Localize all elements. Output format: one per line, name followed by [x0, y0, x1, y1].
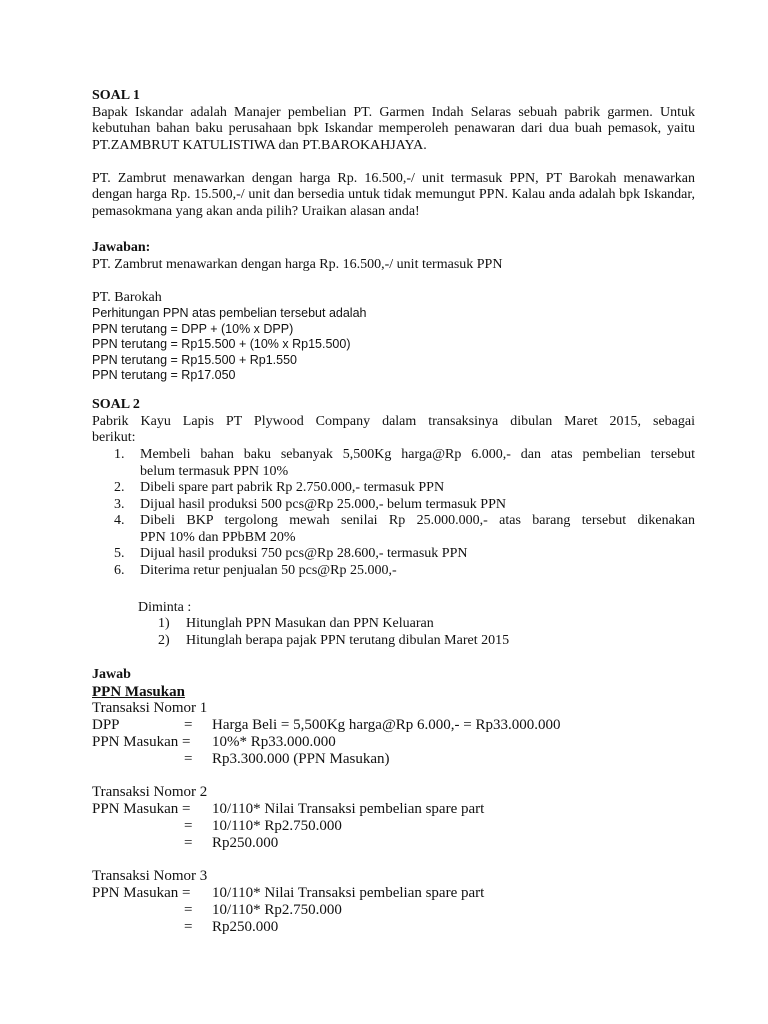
jawaban1-barokah: PT. Barokah [92, 289, 162, 305]
list-item [114, 513, 695, 546]
transaksi-1 [92, 700, 695, 768]
list-number: 4. [114, 513, 125, 528]
list-number: 2) [158, 632, 170, 648]
list-item [114, 480, 695, 497]
list-text: Hitunglah berapa pajak PPN terutang dibulan Maret 2015 [186, 632, 510, 648]
calc-value: Rp250.000 [212, 835, 279, 851]
calc-row [92, 919, 695, 936]
jawab2-section [92, 667, 695, 700]
calc-row [92, 751, 695, 768]
calc-eq: = [184, 818, 193, 834]
soal1-heading: SOAL 1 [92, 88, 140, 103]
list-text: Diterima retur penjualan 50 pcs@Rp 25.000,- [140, 562, 397, 578]
diminta-label: Diminta : [138, 600, 192, 615]
list-text: belum termasuk PPN 10% [140, 463, 289, 479]
calc-value: 10%* Rp33.000.000 [212, 734, 336, 750]
soal1-section [92, 88, 695, 220]
calc-eq: = [184, 919, 193, 935]
soal2-intro-line-2: berikut: [92, 430, 136, 445]
list-item [158, 633, 509, 650]
calc-eq: = [184, 751, 193, 767]
soal2-list [114, 447, 695, 579]
soal1-paragraph-2: PT. Zambrut menawarkan dengan harga Rp. 16.500,-/ unit termasuk PPN, PT Barokah menawarkan dengan harga Rp. 15.500,-/ unit dan bersedia untuk tidak memungut PPN. Kalau anda adalah bpk Iskandar, pemasokmana yang akan anda pilih? Uraikan alasan anda! [92, 170, 695, 219]
calc-term [92, 902, 184, 919]
list-text: Dijual hasil produksi 500 pcs@Rp 25.000,- belum termasuk PPN [140, 496, 506, 512]
calc-row [92, 801, 695, 818]
diminta-list [158, 616, 509, 649]
list-item [158, 616, 509, 633]
soal2-intro-line-1: Pabrik Kayu Lapis PT Plywood Company dalam transaksinya dibulan Maret 2015, sebagai [92, 413, 695, 429]
calc-term [92, 818, 184, 835]
jawaban1-label: Jawaban: [92, 240, 151, 255]
list-number: 2. [114, 480, 125, 495]
list-text: Dibeli spare part pabrik Rp 2.750.000,- termasuk PPN [140, 480, 445, 495]
calc-row [92, 734, 695, 751]
calc-value: 10/110* Nilai Transaksi pembelian spare part [212, 885, 485, 901]
calc-term [92, 919, 184, 936]
soal2-section [92, 397, 695, 447]
list-number: 1) [158, 616, 170, 631]
calc-value: Rp250.000 [212, 919, 279, 935]
calc-value: 10/110* Nilai Transaksi pembelian spare part [212, 801, 485, 817]
jawaban1-section [92, 240, 695, 384]
calc-value: 10/110* Rp2.750.000 [212, 902, 342, 918]
calc-term: PPN Masukan = [92, 734, 191, 750]
list-text: Dijual hasil produksi 750 pcs@Rp 28.600,- termasuk PPN [140, 546, 468, 561]
transaksi-title: Transaksi Nomor 2 [92, 784, 208, 800]
soal2-heading: SOAL 2 [92, 397, 140, 412]
list-text: Membeli bahan baku sebanyak 5,500Kg harga@Rp 6.000,- dan atas pembelian tersebut [140, 447, 695, 462]
calc-line: PPN terutang = Rp15.500 + Rp1.550 [92, 352, 298, 367]
calc-term: DPP [92, 717, 120, 733]
calc-line: Perhitungan PPN atas pembelian tersebut adalah [92, 306, 367, 320]
calc-row [92, 717, 695, 734]
calc-eq: = [184, 835, 193, 851]
diminta-label-wrap [138, 600, 538, 617]
list-item [114, 546, 695, 563]
transaksi-2 [92, 784, 695, 852]
list-number: 6. [114, 562, 125, 578]
soal1-paragraph-1: Bapak Iskandar adalah Manajer pembelian PT. Garmen Indah Selaras sebuah pabrik garmen. Untuk kebutuhan bahan baku perusahaan bpk Iskandar memperoleh penawaran dari dua buah pemasok, yaitu PT.ZAMBRUT KATULISTIWA dan PT.BAROKAHJAYA. [92, 104, 695, 153]
calc-line: PPN terutang = DPP + (10% x DPP) [92, 321, 294, 336]
list-text: Hitunglah PPN Masukan dan PPN Keluaran [186, 616, 434, 631]
jawaban1-zambrut: PT. Zambrut menawarkan dengan harga Rp. 16.500,-/ unit termasuk PPN [92, 256, 503, 272]
ppn-masukan-heading: PPN Masukan [92, 683, 185, 700]
list-item [114, 447, 695, 480]
calc-term [92, 835, 184, 852]
calc-row [92, 835, 695, 852]
calc-line: PPN terutang = Rp17.050 [92, 368, 236, 382]
calc-term [92, 751, 184, 768]
calc-line: PPN terutang = Rp15.500 + (10% x Rp15.500) [92, 337, 351, 351]
list-item [114, 497, 695, 514]
list-number: 1. [114, 447, 125, 462]
calc-row [92, 885, 695, 902]
list-text: Dibeli BKP tergolong mewah senilai Rp 25.000.000,- atas barang tersebut dikenakan [140, 513, 695, 528]
transaksi-title: Transaksi Nomor 3 [92, 868, 208, 884]
calc-value: Harga Beli = 5,500Kg harga@Rp 6.000,- = Rp33.000.000 [212, 717, 561, 733]
calc-eq: = [184, 902, 193, 918]
calc-term: PPN Masukan = [92, 801, 191, 817]
calc-row [92, 902, 695, 919]
transaksi-3 [92, 868, 695, 936]
list-number: 3. [114, 496, 125, 512]
list-item [114, 563, 695, 580]
list-text: PPN 10% dan PPbBM 20% [140, 529, 296, 545]
calc-eq: = [184, 717, 193, 733]
calc-value: Rp3.300.000 (PPN Masukan) [212, 751, 390, 767]
calc-row [92, 818, 695, 835]
calc-value: 10/110* Rp2.750.000 [212, 818, 342, 834]
list-number: 5. [114, 546, 125, 561]
calc-term: PPN Masukan = [92, 885, 191, 901]
transaksi-title: Transaksi Nomor 1 [92, 700, 208, 716]
jawab2-label: Jawab [92, 667, 131, 682]
